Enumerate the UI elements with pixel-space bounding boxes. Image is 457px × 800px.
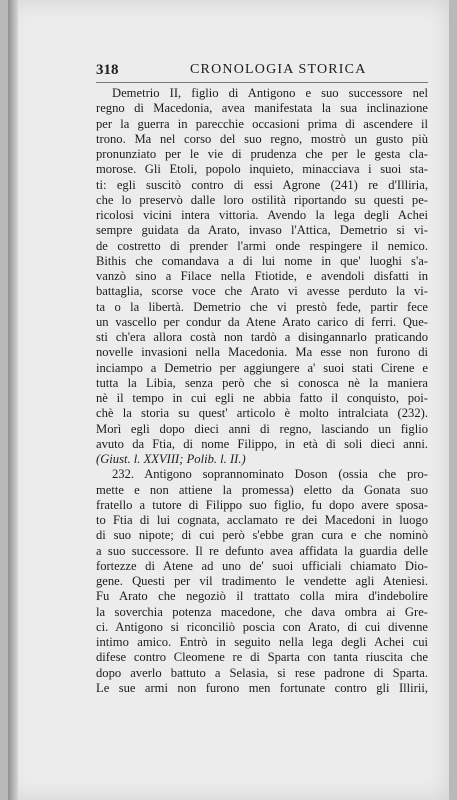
- text-line: battaglia, scorse voce che Arato vi avesse perduto la vi-: [96, 284, 428, 299]
- text-line: sti ch'era allora costà non tardò a disingannarlo praticando: [96, 330, 428, 344]
- body-text: [96, 86, 428, 696]
- text-line: ci. Antigono si riconciliò poscia con Arato, di cui divenne: [96, 619, 428, 634]
- paragraph-antigono: [96, 467, 428, 696]
- text-line: sempre guidata da Arato, invaso l'Attica, Demetrio si vi-: [96, 223, 428, 238]
- text-line: un vascello per condur da Atene Arato carico di ferri. Que-: [96, 314, 428, 329]
- text-line: pronunziato per le vie di prudenza che per le gesta cla-: [96, 147, 428, 161]
- text-line: gene. Questi per vil tradimento le vendette agli Ateniesi.: [96, 574, 428, 588]
- text-line: Bithis che comandava a di lui nome in que' luoghi s'a-: [96, 253, 428, 268]
- text-line: dopo averlo battuto a Selasia, si rese padrone di Sparta.: [96, 665, 428, 680]
- text-line: mette e non attiene la promessa) eletto da Gonata suo: [96, 482, 428, 497]
- text-line: chè la storia su quest' articolo è molto intralciata (232).: [96, 406, 428, 421]
- citation: (Giust. l. XXVIII; Polib. l. II.): [96, 452, 246, 466]
- text-line: fortezze di Atene ad uno de' suoi ufficiali chiamato Dio-: [96, 558, 428, 573]
- header-rule: [96, 82, 428, 83]
- text-line: ti: egli suscitò contro di essi Agrone (241) re d'Illiria,: [96, 177, 428, 192]
- text-line: Demetrio II, figlio di Antigono e suo successore nel: [112, 86, 428, 100]
- text-line: Le sue armi non furono men fortunate contro gli Illirii,: [96, 680, 428, 695]
- running-title: CRONOLOGIA STORICA: [190, 62, 367, 77]
- text-line: a suo successore. Il re defunto avea affidata la guardia delle: [96, 543, 428, 558]
- text-line: trono. Ma nel corso del suo regno, mostrò un gusto più: [96, 131, 428, 146]
- text-line: tutta la Libia, senza però che si conosca nè la maniera: [96, 375, 428, 390]
- paragraph-demetrio: [96, 86, 428, 467]
- text-line: 232. Antigono soprannominato Doson (ossia che pro-: [112, 467, 428, 482]
- text-line: Fu Arato che negoziò il trattato colla mira d'indebolire: [96, 589, 428, 604]
- text-line: per la guerra in parecchie occasioni prima di ascendere il: [96, 116, 428, 131]
- text-line: intimo amico. Entrò in seguito nella lega degli Achei cui: [96, 635, 428, 649]
- text-line: fratello a tutore di Filippo suo figlio, fu dopo avere sposa-: [96, 497, 428, 512]
- text-line: regno di Macedonia, avea manifestata la sua inclinazione: [96, 101, 428, 116]
- text-line: to Ftia di lui cognata, acclamato re dei Macedoni in luogo: [96, 513, 428, 527]
- text-line: de costretto di prender l'armi onde respingere il nemico.: [96, 238, 428, 253]
- text-line: Morì egli dopo dieci anni di regno, lasciando un figlio: [96, 421, 428, 436]
- page-header: [96, 62, 426, 80]
- text-line: difese contro Cleomene re di Sparta con tanta riuscita che: [96, 650, 428, 665]
- book-page: [8, 0, 449, 800]
- text-line: che lo preservò dalle loro ostilità riportando su questi pe-: [96, 192, 428, 207]
- text-line: la soverchia potenza macedone, che dava ombra ai Gre-: [96, 604, 428, 619]
- page-binding-shadow: [8, 0, 18, 800]
- text-line: novelle invasioni nella Macedonia. Ma esse non furono di: [96, 345, 428, 360]
- text-line: vanzò sino a Filace nella Ftiotide, e avendoli disfatti in: [96, 269, 428, 283]
- text-line: ricolosi vicini intera vittoria. Avendo la lega degli Achei: [96, 208, 428, 222]
- text-line: morose. Gli Etoli, popolo inquieto, minacciava i suoi sta-: [96, 162, 428, 177]
- text-line: nè il tempo in cui egli ne abbia fatto il conquisto, poi-: [96, 391, 428, 405]
- text-line: di suo nipote; di cui però s'ebbe gran cura e che nominò: [96, 528, 428, 543]
- text-line: ta o la libertà. Demetrio che vi prestò fede, partir fece: [96, 299, 428, 314]
- text-line: avuto da Ftia, di nome Filippo, in età di soli dieci anni.: [96, 436, 428, 451]
- text-line: inciampo a Demetrio per aggiungere a' suoi stati Cirene e: [96, 360, 428, 375]
- page-number: 318: [96, 62, 119, 78]
